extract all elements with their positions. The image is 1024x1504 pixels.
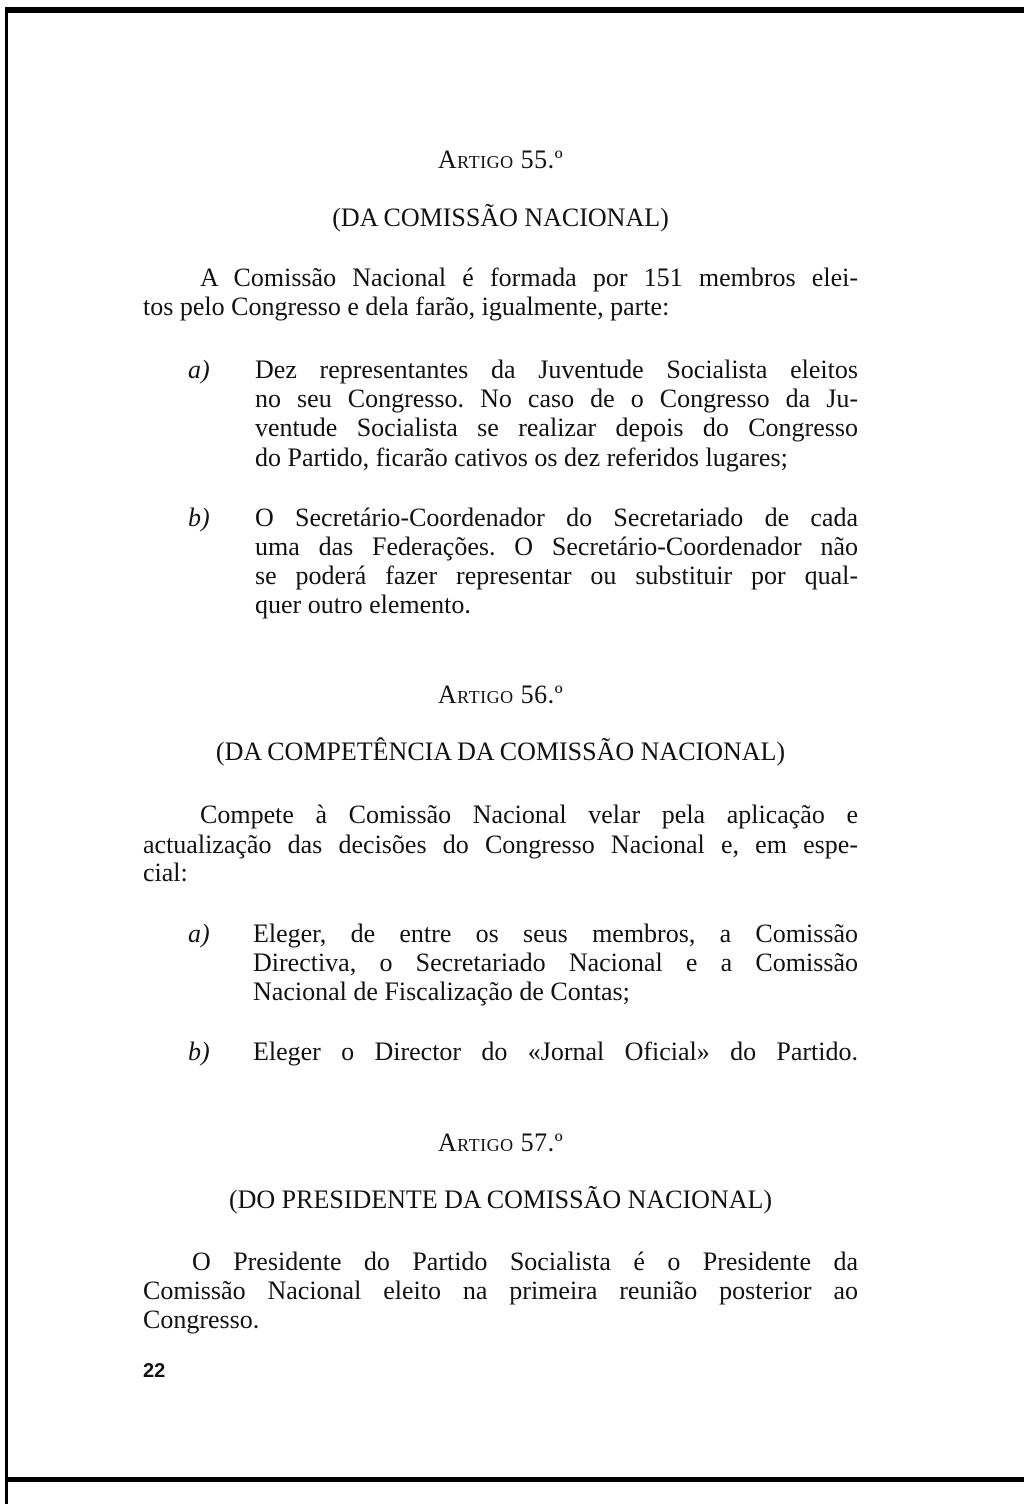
page-number: 22 — [143, 1360, 166, 1382]
article-55-intro-line: tos pelo Congresso e dela farão, igualmente, parte: — [143, 292, 670, 321]
scan-border-left — [5, 7, 8, 1504]
scan-border-bottom — [5, 1477, 1024, 1482]
item-line: no seu Congresso. No caso de o Congresso da Ju- — [255, 384, 858, 413]
item-line: Eleger o Director do «Jornal Oficial» do Partido. — [253, 1037, 858, 1066]
item-line: se poderá fazer representar ou substituir por qual- — [255, 561, 858, 590]
article-55-intro-line: A Comissão Nacional é formada por 151 membros elei- — [200, 263, 858, 292]
item-line: Nacional de Fiscalização de Contas; — [253, 977, 630, 1006]
article-57-heading: (DO PRESIDENTE DA COMISSÃO NACIONAL) — [228, 1185, 773, 1214]
article-55-heading: (DA COMISSÃO NACIONAL) — [332, 203, 669, 232]
item-line: quer outro elemento. — [255, 590, 471, 619]
item-line: Dez representantes da Juventude Socialista eleitos — [255, 355, 858, 384]
article-57-title: Artigo 57.º — [437, 1128, 564, 1157]
article-56-intro-line: cial: — [143, 858, 188, 887]
article-56-heading: (DA COMPETÊNCIA DA COMISSÃO NACIONAL) — [215, 737, 786, 766]
article-57-intro-line: Congresso. — [143, 1305, 260, 1334]
item-label: a) — [188, 919, 210, 948]
article-55-title: Artigo 55.º — [437, 145, 564, 174]
article-57-intro-line: O Presidente do Partido Socialista é o Presidente da — [192, 1247, 858, 1276]
item-line: do Partido, ficarão cativos os dez referidos lugares; — [255, 443, 788, 472]
item-label: a) — [188, 355, 210, 384]
item-line: Directiva, o Secretariado Nacional e a Comissão — [253, 948, 858, 977]
article-57-intro-line: Comissão Nacional eleito na primeira reunião posterior ao — [143, 1276, 858, 1305]
item-line: ventude Socialista se realizar depois do Congresso — [255, 413, 858, 442]
article-56-intro-line: actualização das decisões do Congresso Nacional e, em espe- — [143, 830, 858, 859]
item-label: b) — [188, 1037, 210, 1066]
item-line: O Secretário-Coordenador do Secretariado de cada — [255, 503, 858, 532]
item-line: Eleger, de entre os seus membros, a Comissão — [253, 919, 858, 948]
scan-border-top — [5, 7, 1024, 13]
article-56-intro-line: Compete à Comissão Nacional velar pela aplicação e — [200, 800, 858, 829]
item-line: uma das Federações. O Secretário-Coordenador não — [255, 532, 858, 561]
item-label: b) — [188, 503, 210, 532]
article-56-title: Artigo 56.º — [437, 680, 564, 709]
